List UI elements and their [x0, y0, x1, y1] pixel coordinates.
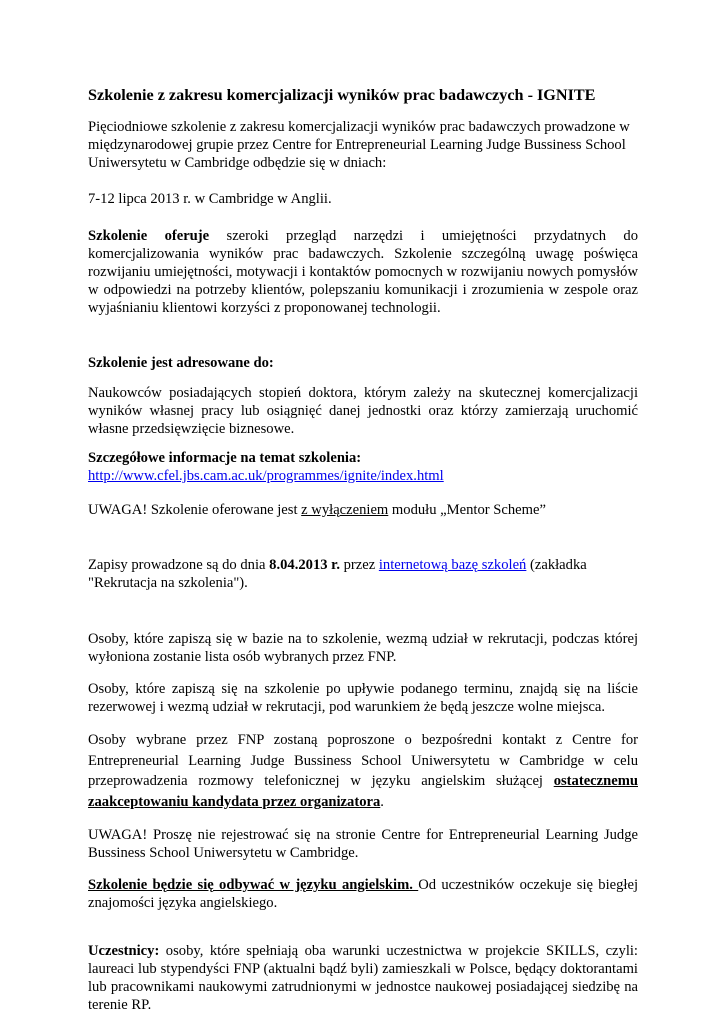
late-registration-paragraph: Osoby, które zapiszą się na szkolenie po upływie podanego terminu, znajdą się na liście rezerwowej i wezmą udział w rekrutacji, pod warunkiem że będą jeszcze wolne miejsca. [88, 681, 638, 715]
intro-paragraph [88, 118, 638, 172]
registration-database-link[interactable]: internetową bazę szkoleń [378, 557, 527, 573]
warning-mentor-scheme [88, 501, 638, 519]
offer-paragraph [88, 227, 638, 317]
document-body [88, 85, 638, 1014]
language-paragraph [88, 876, 638, 912]
participants-paragraph [88, 942, 638, 1014]
intro-line-3: Uniwersytetu w Cambridge odbędzie się w dniach: [88, 155, 387, 171]
selected-candidates-paragraph [88, 730, 638, 812]
selected-text: Osoby wybrane przez FNP zostaną poproszone o bezpośredni kontakt z Centre for Entrepreneurial Learning Judge Bussiness School Uniwersytetu w Cambridge w celu przeprowadzenia rozmowy telefonicznej w języku angielskim służącej [88, 732, 638, 789]
audience-heading [88, 354, 638, 372]
audience-paragraph: Naukowców posiadających stopień doktora, którym zależy na skutecznej komercjalizacji wyników własnej pracy lub osiągnięć danej jednostki oraz którzy zamierzają uruchomić własne przedsięwzięcie biznesowe. [88, 385, 638, 437]
registration-mid: przez [339, 557, 379, 573]
registration-date: 8.04.2013 r. [269, 557, 340, 573]
registration-paragraph [88, 556, 638, 592]
offer-text: szeroki przegląd narzędzi i umiejętności przydatnych do komercjalizowania wyników prac badawczych. Szkolenie szczególną uwagę poświęca rozwijaniu umiejętności, motywacji i kontaktów pomocnych w rozwijaniu nowych pomysłów w odpowiedzi na potrzeby klientów, polepszaniu komunikacji i zrozumienia w zespole oraz wyjaśnianiu klientowi korzyści z proponowanej technologii. [88, 228, 638, 316]
registration-post: (zakładka [526, 557, 587, 573]
intro-line-2: międzynarodowej grupie przez Centre for Entrepreneurial Learning Judge Bussiness School [88, 137, 626, 153]
warning-no-registration: UWAGA! Proszę nie rejestrować się na stronie Centre for Entrepreneurial Learning Judge Bussiness School Uniwersytetu w Cambridge. [88, 827, 638, 861]
details-heading: Szczegółowe informacje na temat szkolenia: [88, 450, 362, 466]
document-title: Szkolenie z zakresu komercjalizacji wyników prac badawczych - IGNITE [88, 86, 596, 104]
selected-emphasis: ostatecznemu zaakceptowaniu kandydata przez organizatora [88, 773, 638, 810]
selected-end: . [380, 793, 384, 810]
participants-lead: Uczestnicy: [88, 943, 160, 959]
registration-line-2: "Rekrutacja na szkolenia"). [88, 575, 248, 591]
warning1-pre: UWAGA! Szkolenie oferowane jest [88, 502, 302, 518]
language-emphasis: Szkolenie będzie się odbywać w języku angielskim. [88, 877, 419, 893]
warning1-underlined: z wyłączeniem [301, 502, 389, 518]
audience-heading-text: Szkolenie jest adresowane do: [88, 355, 274, 371]
language-text: Od uczestników oczekuje się biegłej znajomości języka angielskiego. [88, 877, 638, 911]
dates-line: 7-12 lipca 2013 r. w Cambridge w Anglii. [88, 191, 332, 207]
participants-text: osoby, które spełniają oba warunki uczestnictwa w projekcie SKILLS, czyli: laureaci lub stypendyści FNP (aktualni bądź byli) zamieszkali w Polsce, będący doktorantami lub pracownikami naukowymi zatrudnionymi w jednostce naukowej posiadającej siedzibę na terenie RP. [88, 943, 638, 1013]
offer-lead: Szkolenie oferuje [88, 228, 210, 244]
details-block [88, 449, 638, 485]
registered-paragraph: Osoby, które zapiszą się w bazie na to szkolenie, wezmą udział w rekrutacji, podczas której wyłoniona zostanie lista osób wybranych przez FNP. [88, 631, 638, 665]
registration-pre: Zapisy prowadzone są do dnia [88, 557, 270, 573]
intro-line-1: Pięciodniowe szkolenie z zakresu komercjalizacji wyników prac badawczych prowadzone w [88, 119, 630, 135]
warning1-post: modułu „Mentor Scheme” [388, 502, 546, 518]
details-link[interactable]: http://www.cfel.jbs.cam.ac.uk/programmes/ignite/index.html [88, 468, 444, 484]
